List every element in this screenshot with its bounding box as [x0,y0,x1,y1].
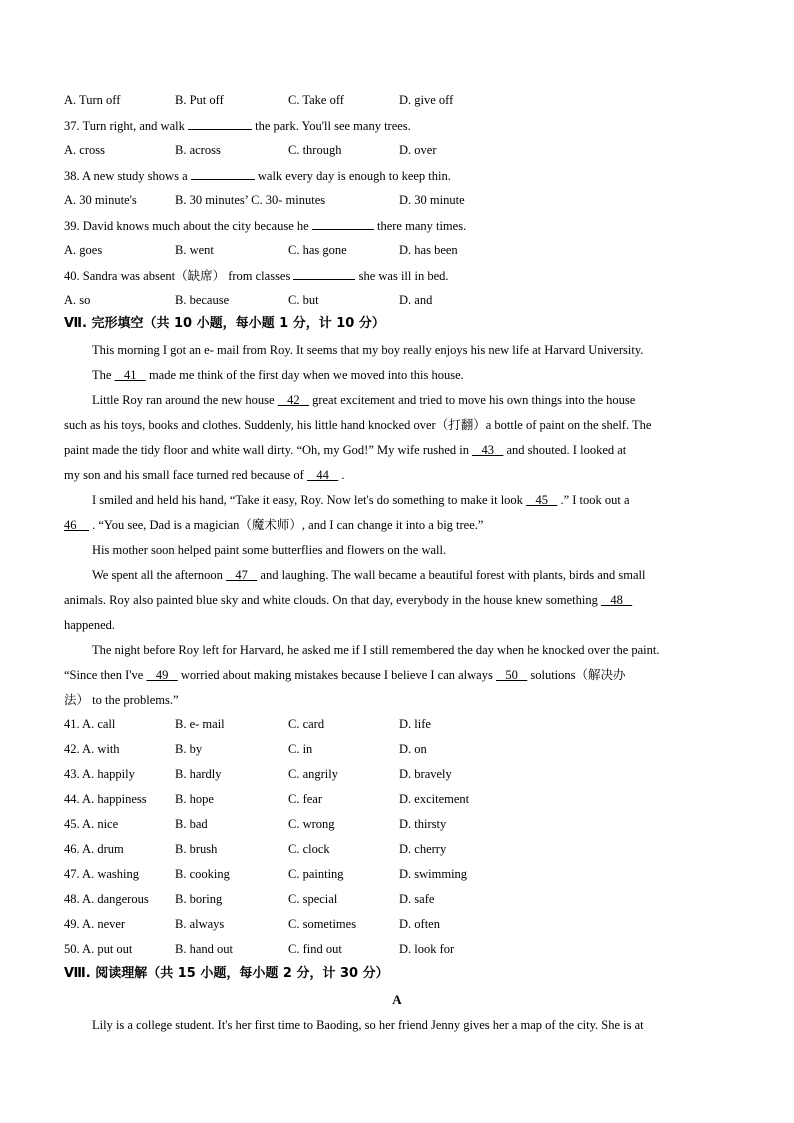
passage-line: such as his toys, books and clothes. Suddenly, his little hand knocked over（打翻）a bottle of paint on the shelf. The [64,418,652,432]
option-c: C. special [288,892,338,906]
option-d: D. give off [399,93,454,107]
question-39 [64,218,734,233]
option-c: C. fear [288,792,323,806]
question-text: 40. Sandra was absent（缺席） from classes [64,269,291,283]
passage-text: paint made the tidy floor and white wall dirty. “Oh, my God!” My wife rushed in [64,443,469,457]
answer-blank [312,218,374,230]
option-a: A. goes [64,243,103,257]
passage-text: Little Roy ran around the new house [92,393,275,407]
option-c: C. find out [288,942,342,956]
option-d: D. 30 minute [399,193,465,207]
passage-text: animals. Roy also painted blue sky and white clouds. On that day, everybody in the house knew something [64,593,598,607]
answer-blank [293,268,355,280]
question-text: 37. Turn right, and walk [64,119,185,133]
passage-line [64,518,734,532]
option-b: B. always [175,917,225,931]
passage-text: great excitement and tried to move his own things into the house [312,393,636,407]
passage-line [64,443,734,457]
option-b: B. hope [175,792,214,806]
answer-blank [191,168,255,180]
passage-text: my son and his small face turned red because of [64,468,304,482]
option-d: D. safe [399,892,435,906]
option-d: D. and [399,293,433,307]
option-b: B. brush [175,842,218,856]
blank-number: 45 [535,493,548,507]
option-c: C. card [288,717,325,731]
blank-46 [64,518,89,532]
option-d: D. excitement [399,792,470,806]
question-text: walk every day is enough to keep thin. [257,169,451,183]
question-text: the park. You'll see many trees. [255,119,411,133]
blank-48 [601,593,632,607]
option-b: B. Put off [175,93,224,107]
option-b: B. e- mail [175,717,225,731]
option-d: D. on [399,742,427,756]
option-b: B. bad [175,817,208,831]
answer-blank [188,118,252,130]
option-a: 48. A. dangerous [64,892,149,906]
option-c: C. in [288,742,313,756]
option-b: B. hardly [175,767,222,781]
section-8-heading: Ⅷ. 阅读理解（共 15 小题，每小题 2 分，计 30 分） [64,966,389,981]
blank-49 [146,668,177,682]
option-b: B. went [175,243,214,257]
passage-text: We spent all the afternoon [92,568,223,582]
blank-42 [278,393,309,407]
passage-text: . [341,468,345,482]
option-d: D. has been [399,243,458,257]
passage-text: and laughing. The wall became a beautiful forest with plants, birds and small [260,568,646,582]
part-a-label: A [392,992,402,1007]
blank-50 [496,668,527,682]
option-c: C. but [288,293,319,307]
passage-text: made me think of the first day when we moved into this house. [148,368,464,382]
passage-line [64,468,734,482]
question-text: she was ill in bed. [358,269,449,283]
option-d: D. swimming [399,867,468,881]
option-c: C. painting [288,867,344,881]
question-40 [64,268,734,283]
passage-text: . “You see, Dad is a magician（魔术师）, and I can change it into a big tree.” [92,518,484,532]
question-38 [64,168,734,183]
question-text: 39. David knows much about the city because he [64,219,309,233]
passage-line [64,668,734,682]
option-d: D. often [399,917,440,931]
option-a: 45. A. nice [64,817,119,831]
passage-text: I smiled and held his hand, “Take it easy, Roy. Now let's do something to make it look [92,493,523,507]
option-a: A. Turn off [64,93,121,107]
question-text: there many times. [376,219,467,233]
blank-45 [526,493,557,507]
option-c: C. clock [288,842,330,856]
passage-text: .” I took out a [560,493,630,507]
blank-number: 49 [155,668,169,682]
option-a: 42. A. with [64,742,120,756]
blank-43 [472,443,503,457]
passage-line [92,493,734,507]
option-a: 46. A. drum [64,842,124,856]
option-c: C. through [288,143,342,157]
option-a: A. so [64,293,91,307]
blank-47 [226,568,257,582]
section-7-heading: Ⅶ. 完形填空（共 10 小题，每小题 1 分，计 10 分） [64,316,385,331]
passage-line: His mother soon helped paint some butterflies and flowers on the wall. [92,543,447,557]
option-a: 47. A. washing [64,867,139,881]
option-c: C. has gone [288,243,347,257]
option-a: 49. A. never [64,917,126,931]
option-b: B. by [175,742,203,756]
passage-text: solutions（解决办 [530,668,626,682]
passage-line: happened. [64,618,116,632]
blank-number: 42 [287,393,300,407]
passage-text: worried about making mistakes because I believe I can always [180,668,493,682]
blank-number: 47 [235,568,248,582]
blank-41 [115,368,146,382]
option-c: C. wrong [288,817,335,831]
passage-line: 法） to the problems.” [64,693,179,707]
option-a: 43. A. happily [64,767,135,781]
option-a: 44. A. happiness [64,792,147,806]
passage-text: and shouted. I looked at [506,443,627,457]
passage-line [92,568,734,582]
passage-line [92,368,734,382]
option-a: 41. A. call [64,717,116,731]
option-a: A. cross [64,143,105,157]
passage-line [64,593,734,607]
blank-number: 44 [316,468,329,482]
option-c: C. angrily [288,767,338,781]
passage-line: The night before Roy left for Harvard, he asked me if I still remembered the day when he knocked over the paint. [92,643,660,657]
blank-number: 41 [123,368,137,382]
blank-number: 48 [610,593,623,607]
option-d: D. cherry [399,842,447,856]
option-a: 50. A. put out [64,942,133,956]
option-b: B. boring [175,892,223,906]
option-a: A. 30 minute's [64,193,137,207]
question-text: 38. A new study shows a [64,169,188,183]
option-d: D. thirsty [399,817,447,831]
blank-number: 43 [481,443,494,457]
blank-number: 50 [505,668,518,682]
passage-line: This morning I got an e- mail from Roy. It seems that my boy really enjoys his new life at Harvard University. [92,343,644,357]
option-c: C. sometimes [288,917,357,931]
blank-44 [307,468,338,482]
option-d: D. bravely [399,767,452,781]
option-d: D. life [399,717,431,731]
option-b: B. hand out [175,942,233,956]
option-d: D. look for [399,942,455,956]
option-d: D. over [399,143,437,157]
question-37 [64,118,734,133]
option-b: B. cooking [175,867,230,881]
passage-line [92,393,734,407]
option-b: B. across [175,143,221,157]
passage-text: The [92,368,112,382]
option-c: C. Take off [288,93,344,107]
blank-number: 46 [64,518,77,532]
option-b-c: B. 30 minutes’ C. 30- minutes [175,193,326,207]
passage-text: “Since then I've [64,668,144,682]
reading-passage-line: Lily is a college student. It's her first time to Baoding, so her friend Jenny gives her a map of the city. She is at [92,1018,644,1032]
option-b: B. because [175,293,230,307]
